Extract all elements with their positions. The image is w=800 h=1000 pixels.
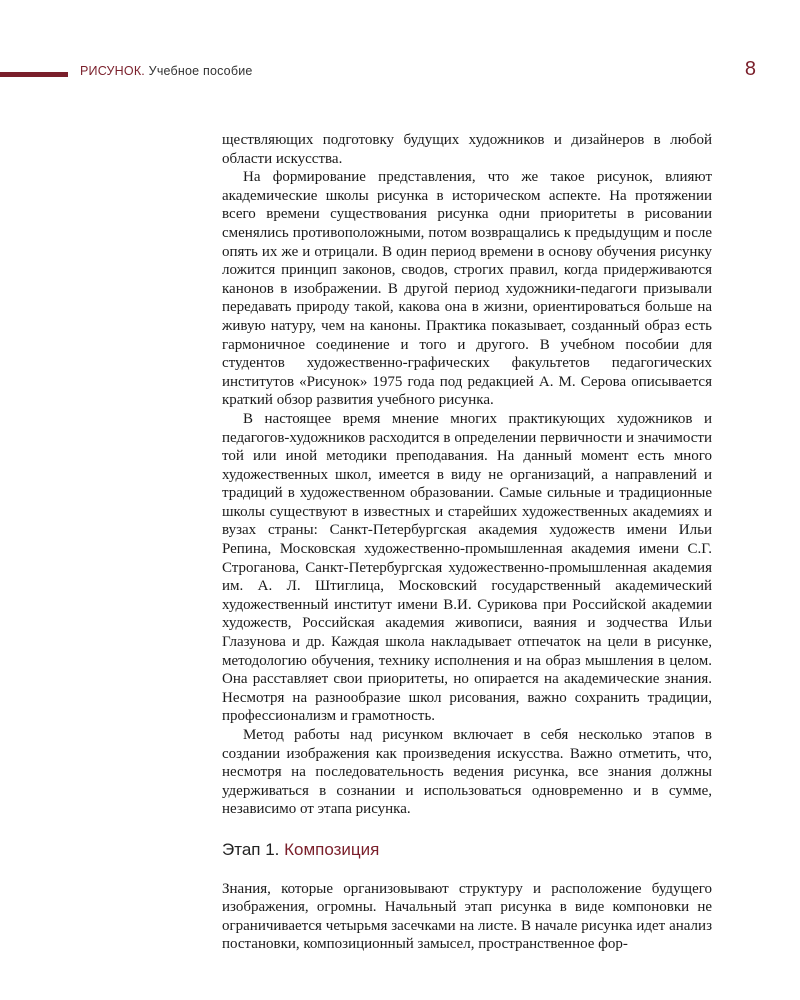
paragraph: В настоящее время мнение многих практикующих художников и педагогов-художников расходится в определении первичности и значимости той или иной методики преподавания. На данный момент есть много художественных школ, имеется в виду не организаций, а направлений и традиций в художественном образовании. Самые сильные и традиционные школы существуют в известных и старейших художественных академиях и вузах страны: Санкт-Петербургская академия художеств имени Ильи Репина, Московская художественно-промышленная академия имени С.Г. Строганова, Санкт-Петербургская художественно-промышленная академия им. А. Л. Штиглица, Московский государственный академический художественный институт имени В.И. Сурикова при Российской академии художеств, Российская академия живописи, ваяния и зодчества Ильи Глазунова и др. Каждая школа накладывает отпечаток на цели в рисунке, методологию обучения, технику исполнения и на образ мышления в целом. Она расставляет свои приоритеты, но опирается на академические знания. Несмотря на разнообразие школ рисования, важно сохранить традиции, профессионализм и грамотность. (222, 410, 712, 725)
section-paragraph: Знания, которые организовывают структуру и расположение будущего изображения, огромны. Начальный этап рисунка в виде компоновки не ограничивается четырьмя засечками на листе. В начале рисунка идет анализ постановки, композиционный замысел, пространственное фор- (222, 880, 712, 953)
book-title: РИСУНОК. (80, 64, 145, 78)
page-body (222, 131, 712, 954)
paragraph: Метод работы над рисунком включает в себя несколько этапов в создании изображения как произведения искусства. Важно отметить, что, несмотря на последовательность ведения рисунка, все знания должны удерживаться в сознании и использоваться одновременно и в сумме, независимо от этапа рисунка. (222, 727, 712, 818)
header-accent-bar (0, 72, 68, 77)
book-subtitle: Учебное пособие (148, 64, 253, 78)
section-heading (222, 841, 712, 860)
running-header (80, 64, 253, 78)
paragraph-continued: ществляющих подготовку будущих художников и дизайнеров в любой области искусства. (222, 132, 712, 167)
section-prefix: Этап 1. (222, 839, 280, 859)
section-title: Композиция (284, 839, 380, 859)
page-number: 8 (744, 58, 756, 80)
paragraph: На формирование представления, что же такое рисунок, влияют академические школы рисунка в историческом аспекте. На протяжении всего времени существования рисунка одни приоритеты в рисовании сменялись противоположными, потом возвращались к предыдущим и после опять их же и отрицали. В один период времени в основу обучения рисунку ложится принцип законов, сводов, строгих правил, когда придерживаются канонов в изображении. В другой период художники-педагоги призывали передавать природу такой, какова она в жизни, ориентироваться больше на живую натуру, чем на каноны. Практика показывает, созданный образ есть гармоничное соединение и того и другого. В учебном пособии для студентов художественно-графических факультетов педагогических институтов «Рисунок» 1975 года под редакцией А. М. Серова описывается краткий обзор развития учебного рисунка. (222, 169, 712, 409)
